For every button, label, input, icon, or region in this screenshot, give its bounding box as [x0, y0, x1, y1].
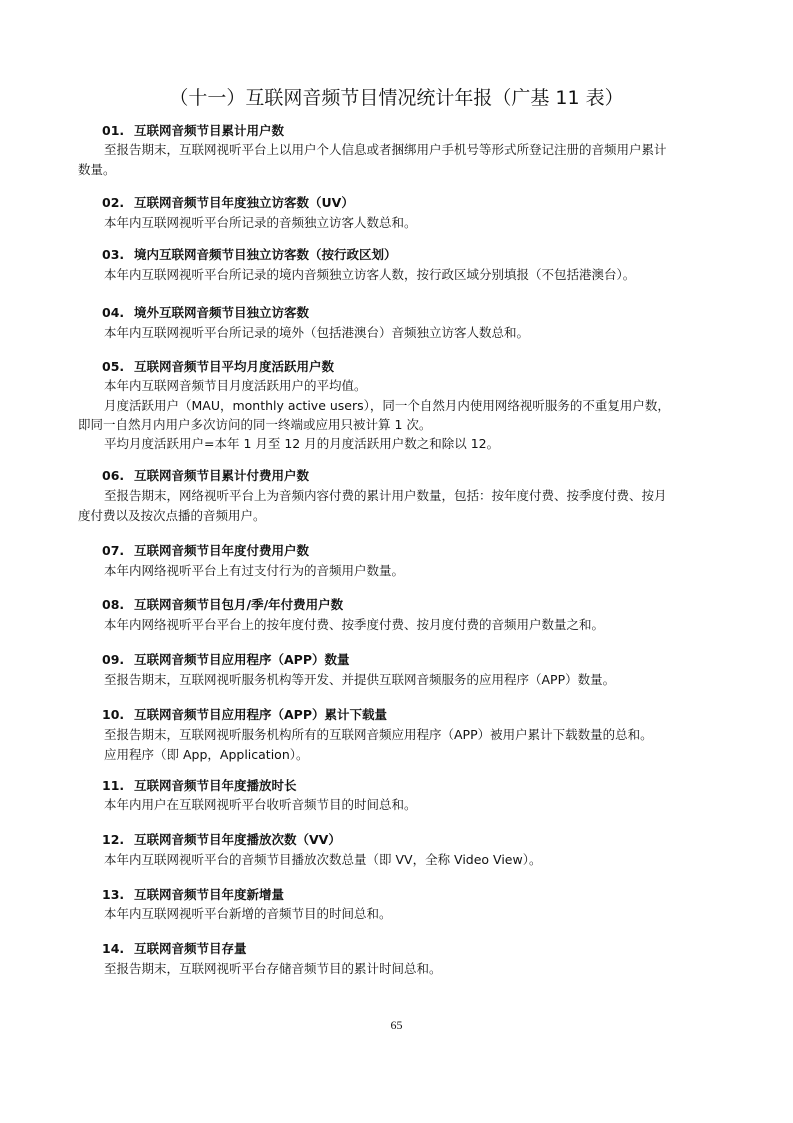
paragraph-line: 本年内互联网音频节目月度活跃用户的平均值。	[104, 378, 367, 393]
paragraph-line: 本年内互联网视听平台新增的音频节目的时间总和。	[104, 906, 392, 921]
paragraph-line: 至报告期末，互联网视听服务机构所有的互联网音频应用程序（APP）被用户累计下载数量的总和。	[104, 727, 653, 742]
section-heading	[102, 776, 297, 796]
paragraph-line: 本年内用户在互联网视听平台收听音频节目的时间总和。	[104, 797, 417, 812]
section-number: 01.	[102, 123, 125, 138]
section-title: 互联网音频节目应用程序（APP）累计下载量	[134, 707, 387, 722]
section-title: 境内互联网音频节目独立访客数（按行政区划）	[134, 247, 397, 262]
section-heading	[102, 357, 334, 377]
section-heading	[102, 650, 350, 670]
paragraph-line: 至报告期末，互联网视听平台上以用户个人信息或者捆绑用户手机号等形式所登记注册的音频用户累计	[104, 142, 667, 157]
section-number: 03.	[102, 247, 125, 262]
section-number: 04.	[102, 305, 125, 320]
section-heading	[102, 885, 284, 905]
section-title: 互联网音频节目包月/季/年付费用户数	[134, 597, 344, 612]
paragraph-line: 至报告期末，网络视听平台上为音频内容付费的累计用户数量，包括：按年度付费、按季度付费、按月	[104, 488, 667, 503]
paragraph-line: 本年内网络视听平台上有过支付行为的音频用户数量。	[104, 563, 405, 578]
section-number: 11.	[102, 778, 125, 793]
paragraph-line: 至报告期末，互联网视听平台存储音频节目的累计时间总和。	[104, 961, 442, 976]
section-number: 14.	[102, 941, 125, 956]
section-number: 07.	[102, 543, 125, 558]
section-heading	[102, 939, 247, 959]
paragraph-line: 即同一自然月内用户多次访问的同一终端或应用只被计算 1 次。	[78, 417, 432, 432]
paragraph-line: 数量。	[78, 162, 116, 177]
section-title: 互联网音频节目平均月度活跃用户数	[134, 359, 335, 374]
paragraph-line: 平均月度活跃用户=本年 1 月至 12 月的月度活跃用户数之和除以 12。	[104, 436, 500, 451]
section-number: 05.	[102, 359, 125, 374]
paragraph-line: 度付费以及按次点播的音频用户。	[78, 508, 266, 523]
section-heading	[102, 245, 397, 265]
paragraph-line: 本年内互联网视听平台所记录的音频独立访客人数总和。	[104, 215, 417, 230]
paragraph-line: 本年内网络视听平台平台上的按年度付费、按季度付费、按月度付费的音频用户数量之和。	[104, 617, 605, 632]
section-title: 互联网音频节目应用程序（APP）数量	[134, 652, 350, 667]
paragraph-line: 月度活跃用户（MAU，monthly active users），同一个自然月内使用网络视听服务的不重复用户数，	[104, 398, 670, 413]
section-heading	[102, 193, 354, 213]
section-number: 02.	[102, 195, 125, 210]
section-number: 13.	[102, 887, 125, 902]
page-number: 65	[390, 1018, 403, 1032]
section-title: 互联网音频节目累计用户数	[134, 123, 285, 138]
section-number: 06.	[102, 468, 125, 483]
section-heading	[102, 121, 284, 141]
paragraph-line: 本年内互联网视听平台的音频节目播放次数总量（即 VV，全称 Video View）。	[104, 852, 542, 867]
paragraph-line: 至报告期末，互联网视听服务机构等开发、并提供互联网音频服务的应用程序（APP）数量。	[104, 672, 616, 687]
section-heading	[102, 541, 309, 561]
section-title: 互联网音频节目年度独立访客数（UV）	[134, 195, 354, 210]
section-number: 12.	[102, 832, 125, 847]
paragraph-line: 本年内互联网视听平台所记录的境内音频独立访客人数，按行政区域分别填报（不包括港澳台）。	[104, 267, 636, 282]
section-heading	[102, 830, 341, 850]
section-title: 境外互联网音频节目独立访客数	[134, 305, 310, 320]
section-heading	[102, 595, 343, 615]
section-number: 08.	[102, 597, 125, 612]
section-title: 互联网音频节目年度播放次数（VV）	[134, 832, 341, 847]
section-title: 互联网音频节目年度播放时长	[134, 778, 297, 793]
section-title: 互联网音频节目存量	[134, 941, 247, 956]
section-heading	[102, 303, 309, 323]
section-title: 互联网音频节目年度新增量	[134, 887, 285, 902]
paragraph-line: 应用程序（即 App，Application）。	[104, 747, 309, 762]
page-title: （十一）互联网音频节目情况统计年报（广基 11 表）	[169, 87, 624, 109]
section-number: 10.	[102, 707, 125, 722]
paragraph-line: 本年内互联网视听平台所记录的境外（包括港澳台）音频独立访客人数总和。	[104, 325, 530, 340]
section-title: 互联网音频节目年度付费用户数	[134, 543, 310, 558]
section-heading	[102, 466, 309, 486]
section-heading	[102, 705, 387, 725]
section-title: 互联网音频节目累计付费用户数	[134, 468, 310, 483]
section-number: 09.	[102, 652, 125, 667]
